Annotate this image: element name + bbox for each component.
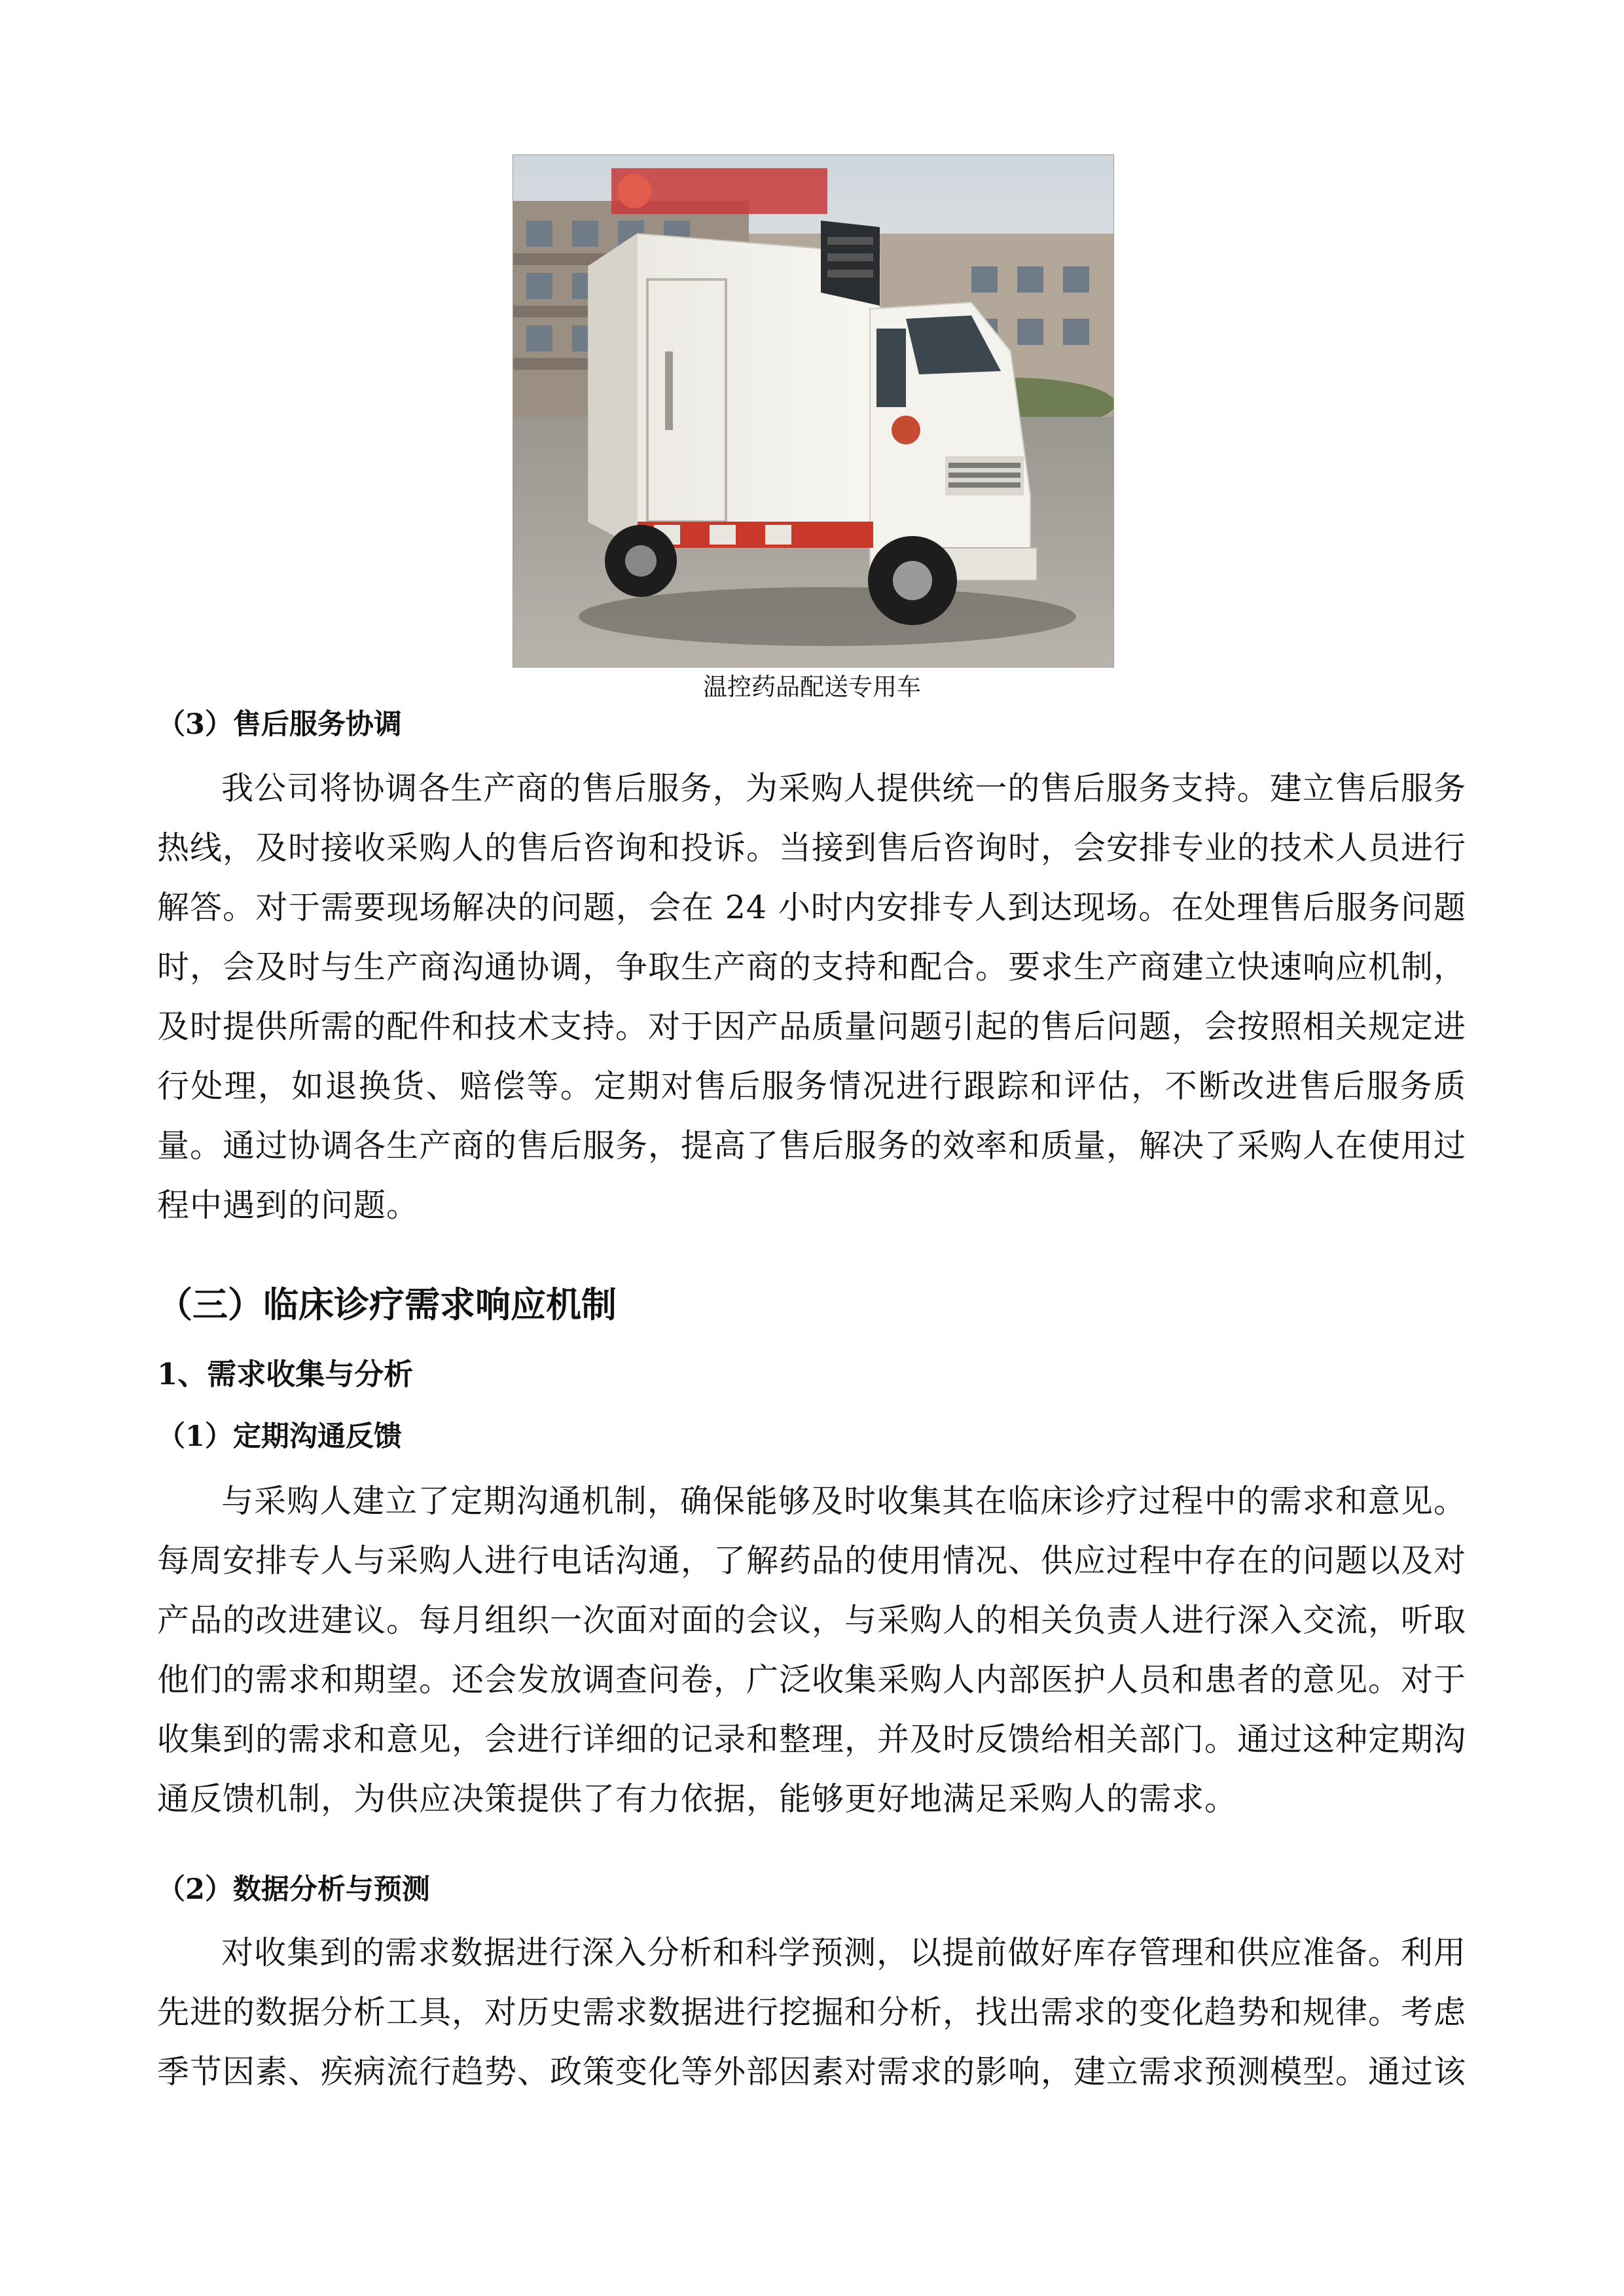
- chapter-heading: （三）临床诊疗需求响应机制: [157, 1283, 617, 1325]
- paragraph-regular-communication: 与采购人建立了定期沟通机制，确保能够及时收集其在临床诊疗过程中的需求和意见。每周安排专人与采购人进行电话沟通，了解药品的使用情况、供应过程中存在的问题以及对产品的改进建议。每月组织一次面对面的会议，与采购人的相关负责人进行深入交流，听取他们的需求和期望。还会发放调查问卷，广泛收集采购人内部医护人员和患者的意见。对于收集到的需求和意见，会进行详细的记录和整理，并及时反馈给相关部门。通过这种定期沟通反馈机制，为供应决策提供了有力依据，能够更好地满足采购人的需求。: [157, 1482, 1467, 1818]
- truck-photo: [513, 154, 1114, 668]
- subsection-heading: 1、需求收集与分析: [157, 1357, 414, 1391]
- paragraph-data-analysis: 对收集到的需求数据进行深入分析和科学预测，以提前做好库存管理和供应准备。利用先进的数据分析工具，对历史需求数据进行挖掘和分析，找出需求的变化趋势和规律。考虑季节因素、疾病流行趋势、政策变化等外部因素对需求的影响，建立需求预测模型。通过该: [157, 1934, 1467, 2090]
- truck-illustration: [513, 155, 1113, 667]
- figure-caption: 温控药品配送专用车: [703, 673, 921, 701]
- heading-regular-communication: （1）定期沟通反馈: [157, 1420, 402, 1453]
- heading-after-sales: （3）售后服务协调: [157, 708, 402, 741]
- heading-data-analysis: （2）数据分析与预测: [157, 1873, 430, 1906]
- paragraph-after-sales: 我公司将协调各生产商的售后服务，为采购人提供统一的售后服务支持。建立售后服务热线，及时接收采购人的售后咨询和投诉。当接到售后咨询时，会安排专业的技术人员进行解答。对于需要现场解决的问题，会在 24 小时内安排专人到达现场。在处理售后服务问题时，会及时与生产商沟通协调，争取生产商的支持和配合。要求生产商建立快速响应机制，及时提供所需的配件和技术支持。对于因产品质量问题引起的售后问题，会按照相关规定进行处理，如退换货、赔偿等。定期对售后服务情况进行跟踪和评估，不断改进售后服务质量。通过协调各生产商的售后服务，提高了售后服务的效率和质量，解决了采购人在使用过程中遇到的问题。: [157, 770, 1467, 1224]
